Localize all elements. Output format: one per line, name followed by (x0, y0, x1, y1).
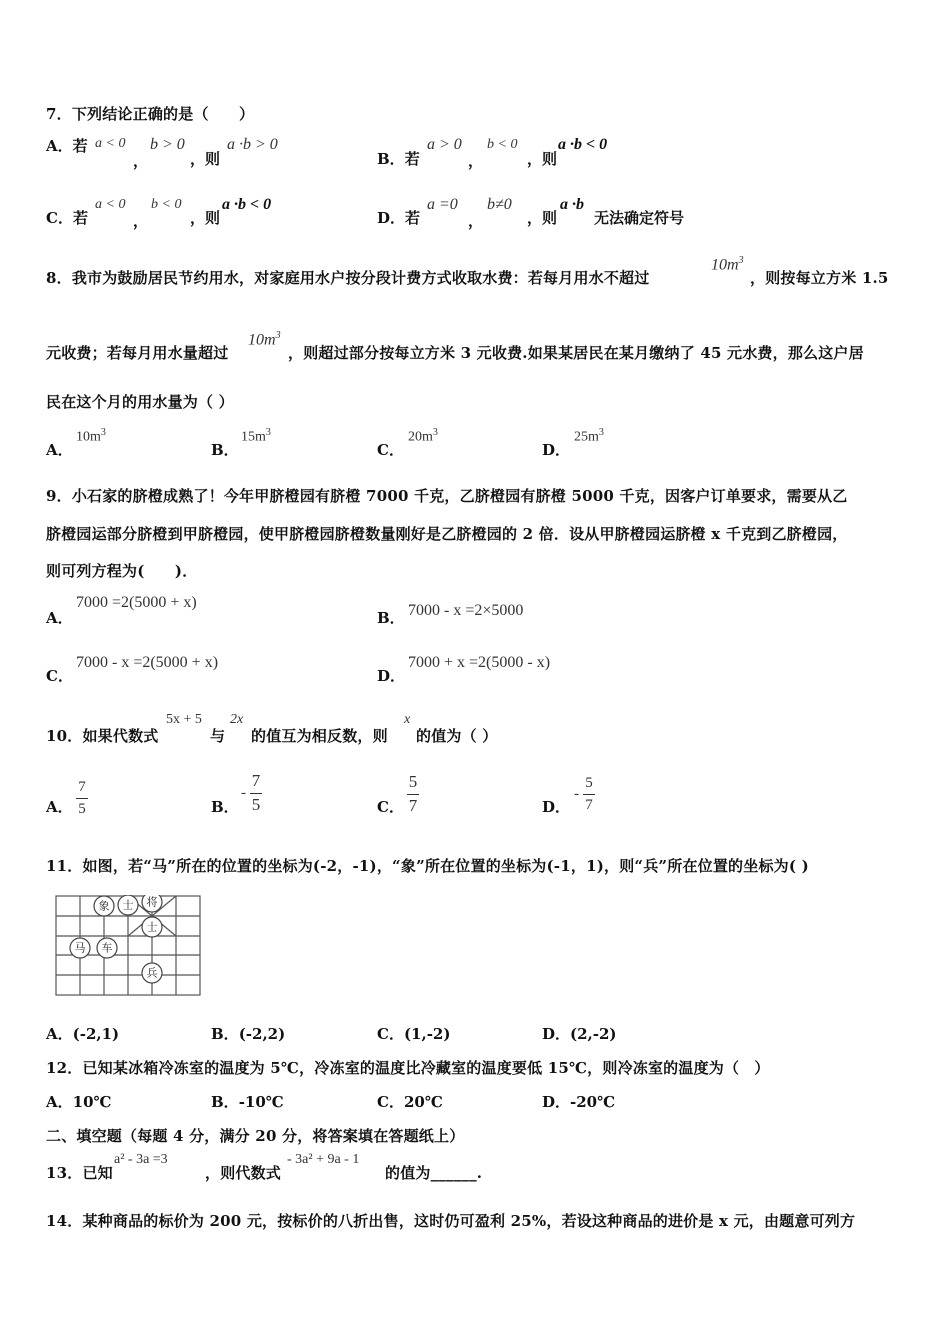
q8-option-b-value (241, 427, 271, 446)
option-value: 10m (76, 429, 101, 445)
q9-option-b-eq: 7000 - x =2×5000 (408, 602, 524, 619)
fraction (583, 775, 595, 813)
q12-option-d (542, 1091, 615, 1112)
q12-option-a (46, 1091, 112, 1112)
q12-option-c (377, 1091, 443, 1112)
q7-b-cond2: b < 0 (487, 137, 518, 152)
numerator: 5 (585, 775, 593, 791)
q9-option-d-eq: 7000 + x =2(5000 - x) (408, 654, 551, 671)
q8-option-b-label: B． (211, 441, 239, 459)
q7-c-result: a ·b < 0 (222, 196, 272, 213)
option-text: 若 (405, 209, 421, 227)
numerator: 5 (408, 772, 418, 791)
piece-label-shi-center: 士 (146, 920, 158, 934)
q12-option-b (211, 1091, 284, 1112)
q7-a-result: a ·b > 0 (227, 136, 278, 153)
q7-a-then: ，则 (190, 150, 221, 168)
q10-option-b-fraction (241, 772, 262, 814)
option-label: C． (46, 209, 73, 227)
option-value: (-2,1) (72, 1025, 120, 1043)
q9-line2: 脐橙园运部分脐橙到甲脐橙园，使甲脐橙园脐橙数量刚好是乙脐橙园的 2 倍．设从甲脐橙园运脐橙 x 千克到乙脐橙园， (46, 525, 848, 543)
q7-a-cond2: b > 0 (150, 136, 185, 153)
q7-b-then: ，则 (527, 150, 558, 168)
piece-label-xiang: 象 (98, 899, 110, 913)
fraction (250, 772, 262, 814)
q8-option-d-label: D． (542, 441, 571, 459)
q7-option-b (377, 148, 420, 169)
q8-option-a-value (76, 427, 106, 446)
cube-exponent: 3 (265, 427, 271, 438)
q10-pre: 10．如果代数式 (46, 727, 159, 745)
denominator: 7 (585, 796, 593, 813)
cube-exponent: 3 (598, 427, 604, 438)
q8-unit-2-value: 10m (248, 331, 276, 349)
denominator: 5 (78, 800, 86, 817)
q7-c-comma: ， (133, 212, 149, 230)
q7-c-then: ，则 (190, 209, 221, 227)
q7-b-cond1: a > 0 (427, 136, 462, 153)
option-value: 20m (408, 429, 433, 445)
option-label: D． (377, 209, 406, 227)
option-label: A． (46, 1025, 73, 1043)
q10-option-d-label: D． (542, 798, 571, 816)
option-text: 若 (72, 137, 88, 155)
q13-post: 的值为______. (385, 1164, 483, 1182)
option-label: B． (211, 1025, 239, 1043)
option-value: 10℃ (72, 1093, 112, 1111)
q10-expr1: 5x + 5 (166, 712, 202, 727)
q8-line2b: ，则超过部分按每立方米 3 元收费.如果某居民在某月缴纳了 45 元水费，那么这户居 (288, 344, 864, 362)
denominator: 7 (408, 795, 418, 815)
numerator: 7 (78, 779, 86, 795)
cube-exponent: 3 (100, 427, 106, 438)
q8-option-c-value (408, 427, 438, 446)
q8-option-a-label: A． (46, 441, 73, 459)
q10-option-a-fraction (76, 776, 88, 817)
q7-c-cond2: b < 0 (151, 197, 182, 212)
q10-option-c-fraction (407, 772, 419, 815)
piece-label-bing: 兵 (146, 966, 158, 980)
q7-b-result: a ·b < 0 (558, 136, 608, 153)
fraction (407, 773, 419, 815)
option-value: 25m (574, 429, 599, 445)
q7-d-then: ，则 (527, 209, 558, 227)
q10-option-d-fraction (574, 775, 595, 813)
q9-option-d-label: D． (377, 667, 406, 685)
q13-expr1: a² - 3a =3 (114, 1152, 168, 1167)
q9-option-c-eq: 7000 - x =2(5000 + x) (76, 654, 219, 671)
q7-b-comma: ， (468, 152, 484, 170)
option-value: -20℃ (570, 1093, 616, 1111)
fraction-bar (583, 794, 595, 795)
q9-option-b-label: B． (377, 609, 405, 627)
option-label: D． (542, 1093, 571, 1111)
piece-label-jiang: 将 (146, 895, 158, 909)
q7-d-cond1: a =0 (427, 196, 458, 213)
q7-d-comma: ， (468, 212, 484, 230)
q9-option-c-label: C． (46, 667, 73, 685)
q8-unit-1-value: 10m (711, 256, 739, 274)
q10-post1: 的值互为相反数，则 (251, 727, 388, 745)
q11-stem: 11．如图，若“马”所在的位置的坐标为(-2，-1)，“象”所在位置的坐标为(-1，1)，则“兵”所在位置的坐标为( ) (46, 857, 809, 875)
option-label: A． (46, 1093, 73, 1111)
q9-line3: 则可列方程为( )． (46, 562, 198, 580)
section-heading-fill-in: 二、填空题（每题 4 分，满分 20 分，将答案填在答题纸上） (46, 1127, 465, 1145)
option-value: 20℃ (403, 1093, 443, 1111)
cube-exponent: 3 (275, 330, 281, 341)
q7-d-cond2: b≠0 (487, 196, 512, 213)
q13-mid: ，则代数式 (205, 1164, 282, 1182)
option-label: B． (211, 1093, 239, 1111)
q7-option-a (46, 135, 88, 156)
q8-line3: 民在这个月的用水量为（ ） (46, 393, 234, 411)
sign: - (241, 784, 246, 801)
q13-expr2: - 3a² + 9a - 1 (287, 1152, 360, 1167)
q10-post2: 的值为（ ） (416, 727, 498, 745)
option-text: 若 (72, 209, 88, 227)
q10-mid: 与 (210, 727, 226, 745)
q10-option-c-label: C． (377, 798, 404, 816)
option-label: D． (542, 1025, 571, 1043)
option-label: B． (377, 150, 405, 168)
q8-option-d-value (574, 427, 604, 446)
piece-label-shi-top: 士 (122, 898, 134, 912)
fraction-bar (407, 794, 419, 795)
piece-label-ma: 马 (74, 941, 86, 955)
option-value: (-2,2) (238, 1025, 286, 1043)
q13-pre: 13．已知 (46, 1164, 113, 1182)
piece-label-che: 车 (101, 941, 113, 955)
q8-line1b: ，则按每立方米 1.5 (750, 269, 889, 287)
fraction (76, 779, 88, 817)
q9-line1: 9．小石家的脐橙成熟了！今年甲脐橙园有脐橙 7000 千克，乙脐橙园有脐橙 5000 千克，因客户订单要求，需要从乙 (46, 487, 848, 505)
fraction-bar (250, 793, 262, 794)
q9-option-a-eq: 7000 =2(5000 + x) (76, 594, 197, 611)
q12-stem: 12．已知某冰箱冷冻室的温度为 5℃，冷冻室的温度比冷藏室的温度要低 15℃，则冷冻室的温度为（ ） (46, 1059, 770, 1077)
fraction-bar (76, 798, 88, 799)
q7-option-c (46, 207, 88, 228)
option-label: C． (377, 1093, 404, 1111)
q11-option-b (211, 1023, 285, 1044)
q7-option-d (377, 207, 420, 228)
q8-line2a: 元收费；若每月用水量超过 (46, 344, 229, 362)
q11-option-c (377, 1023, 450, 1044)
q7-d-tail: 无法确定符号 (594, 209, 685, 227)
q7-a-comma: ， (133, 152, 149, 170)
option-value: (1,-2) (403, 1025, 451, 1043)
q11-option-d (542, 1023, 617, 1044)
q8-option-c-label: C． (377, 441, 404, 459)
sign: - (574, 785, 579, 802)
q8-line1a: 8．我市为鼓励居民节约用水，对家庭用水户按分段计费方式收取水费：若每月用水不超过 (46, 269, 650, 287)
q10-option-a-label: A． (46, 798, 73, 816)
q11-option-a (46, 1023, 119, 1044)
q7-a-cond1: a < 0 (95, 136, 126, 151)
cube-exponent: 3 (738, 255, 744, 266)
q8-unit-1 (711, 255, 744, 274)
cube-exponent: 3 (432, 427, 438, 438)
q10-option-b-label: B． (211, 798, 239, 816)
q7-d-result: a ·b (560, 196, 584, 213)
q10-x: x (404, 712, 411, 727)
q7-c-cond1: a < 0 (95, 197, 126, 212)
q10-expr2: 2x (230, 712, 244, 727)
numerator: 7 (251, 771, 261, 790)
option-value: 15m (241, 429, 266, 445)
q8-unit-2 (248, 330, 281, 349)
option-label: C． (377, 1025, 404, 1043)
q14-line1: 14．某种商品的标价为 200 元，按标价的八折出售，这时仍可盈利 25%，若设这种商品的进价是 x 元，由题意可列方 (46, 1212, 856, 1230)
q9-option-a-label: A． (46, 609, 73, 627)
option-value: (2,-2) (570, 1025, 617, 1043)
chess-board-figure (55, 895, 205, 997)
option-value: -10℃ (238, 1093, 284, 1111)
option-label: A． (46, 137, 73, 155)
denominator: 5 (251, 794, 261, 814)
q7-stem: 7．下列结论正确的是（ ） (46, 105, 255, 123)
chess-board-grid (55, 895, 205, 997)
option-text: 若 (404, 150, 420, 168)
